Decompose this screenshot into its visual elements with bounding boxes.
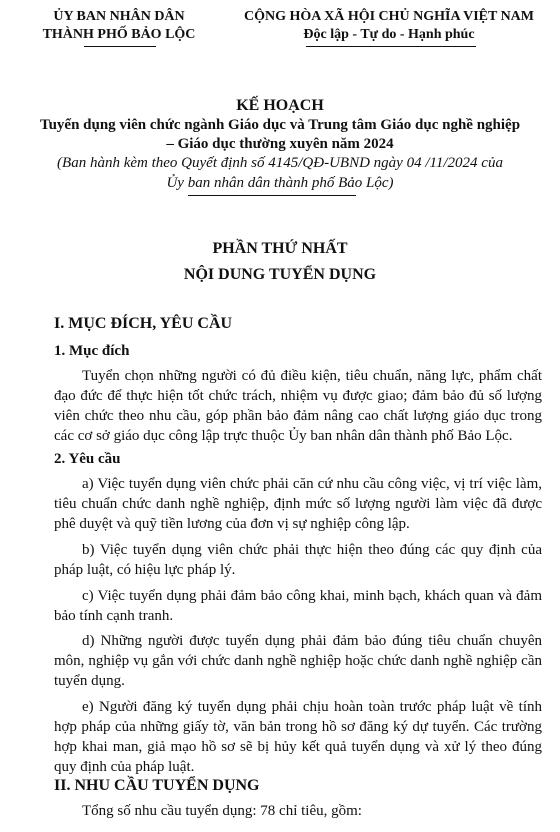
plan-title-line-2: – Giáo dục thường xuyên năm 2024 [166,136,394,152]
purpose-heading: 1. Mục đích [54,343,130,359]
national-motto: Độc lập - Tự do - Hạnh phúc [303,27,475,42]
part-title: NỘI DUNG TUYỂN DỤNG [183,266,377,283]
requirement-a: a) Việc tuyển dụng viên chức phải căn cứ nhu cầu công việc, vị trí việc làm, tiêu chuẩn chức danh nghề nghiệp, định mức số lượng người làm việc đã được phê duyệt và quỹ tiền lương của đơn vị sự nghiệp công lập. [54,476,542,532]
plan-title-block [0,96,560,154]
agency-line-1: ỦY BAN NHÂN DÂN [53,9,185,24]
country-name: CỘNG HÒA XÃ HỘI CHỦ NGHĨA VIỆT NAM [243,9,534,24]
requirement-d: d) Những người được tuyển dụng phải đảm bảo đúng tiêu chuẩn chuyên môn, nghiệp vụ gắn với chức danh nghề nghiệp hoặc chức danh nghề nghiệp cần tuyển dụng. [54,633,542,689]
part-number: PHẦN THỨ NHẤT [212,240,348,257]
recruitment-total: Tổng số nhu cầu tuyển dụng: 78 chỉ tiêu, gồm: [82,803,362,819]
issuing-agency [14,8,224,44]
issuance-line-2: Ủy ban nhân dân thành phố Bảo Lộc) [166,175,394,191]
requirement-b: b) Việc tuyển dụng viên chức phải thực hiện theo đúng các quy định của pháp luật, có hiệu lực pháp lý. [54,542,542,578]
agency-line-2: THÀNH PHỐ BẢO LỘC [42,27,196,42]
national-header [218,8,560,44]
issuance-underline [188,195,356,196]
document-type: KẾ HOẠCH [236,97,324,114]
requirement-e: e) Người đăng ký tuyển dụng phải chịu hoàn toàn trước pháp luật về tính hợp pháp của những giấy tờ, văn bản trong hồ sơ đăng ký dự tuyển. Các trường hợp khai man, giả mạo hồ sơ sẽ bị hủy kết quả tuyển dụng và xử lý theo đúng quy định của pháp luật. [54,699,542,775]
section-1-heading: I. MỤC ĐÍCH, YÊU CẦU [54,315,233,332]
part-heading [0,236,560,288]
issuance-note [0,153,560,193]
plan-title-line-1: Tuyển dụng viên chức ngành Giáo dục và Trung tâm Giáo dục nghề nghiệp [39,117,521,133]
motto-underline [306,46,476,47]
agency-underline [84,46,156,47]
requirements-heading: 2. Yêu cầu [54,451,121,467]
section-2-heading: II. NHU CẦU TUYỂN DỤNG [54,777,260,794]
purpose-paragraph: Tuyển chọn những người có đủ điều kiện, tiêu chuẩn, năng lực, phẩm chất đạo đức để thực hiện tốt chức trách, nhiệm vụ được giao; đảm bảo đủ số lượng viên chức theo nhu cầu, góp phần bảo đảm nâng cao chất lượng giáo dục trong các cơ sở giáo dục công lập trực thuộc Ủy ban nhân dân thành phố Bảo Lộc. [54,368,542,444]
requirement-c: c) Việc tuyển dụng phải đảm bảo công khai, minh bạch, khách quan và đảm bảo tính cạnh tranh. [54,588,542,624]
issuance-line-1: (Ban hành kèm theo Quyết định số 4145/QĐ-UBND ngày 04 /11/2024 của [57,155,503,171]
